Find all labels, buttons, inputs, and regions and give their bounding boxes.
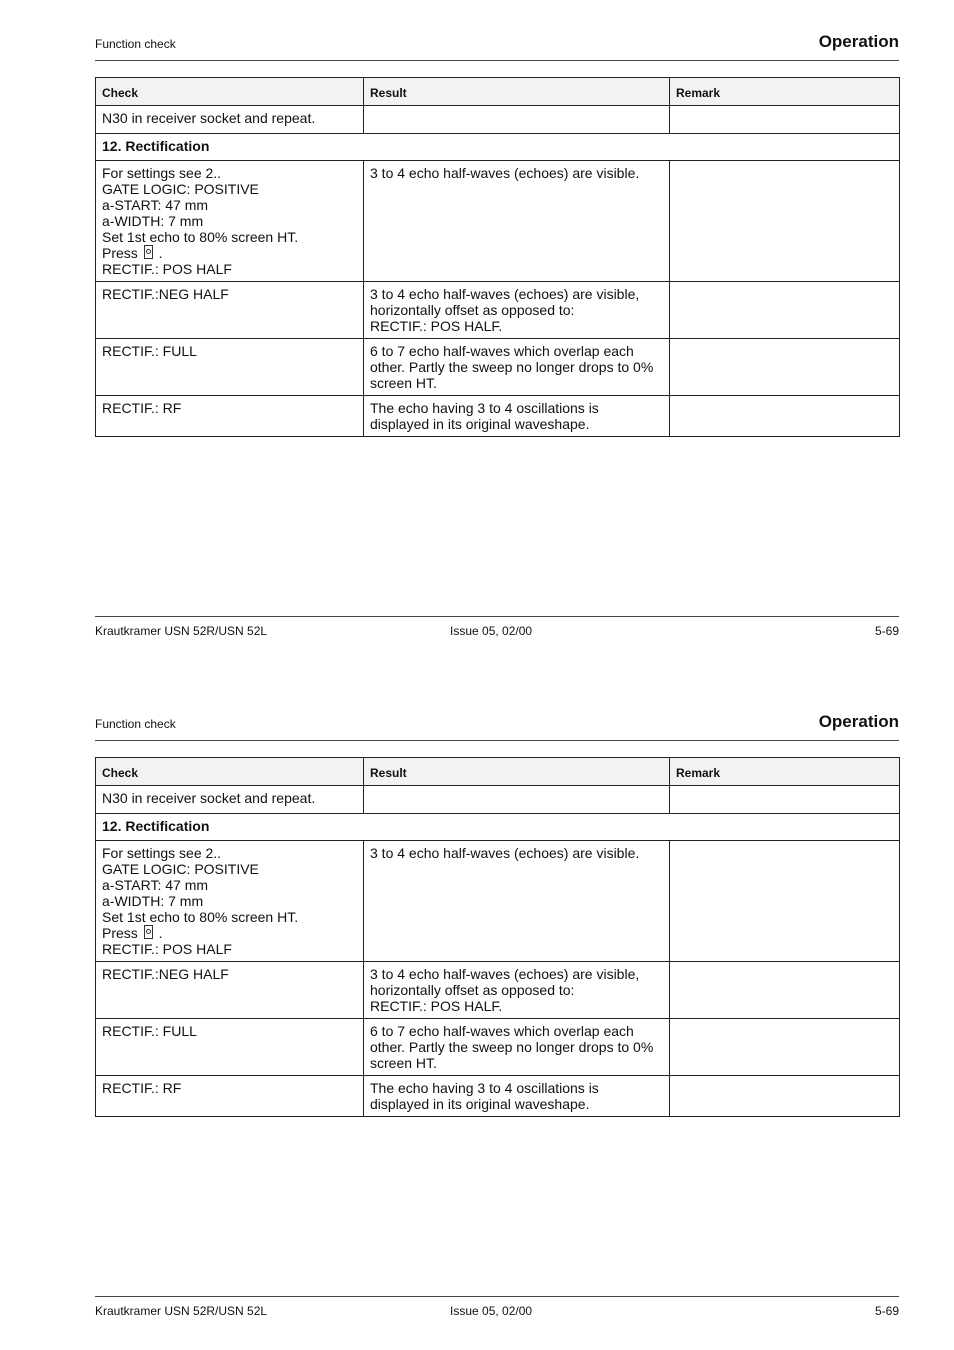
check-cell: N30 in receiver socket and repeat. — [96, 786, 364, 814]
press-suffix: . — [158, 925, 163, 941]
column-header-remark: Remark — [670, 78, 900, 106]
check-cell: N30 in receiver socket and repeat. — [96, 106, 364, 134]
table-row — [96, 339, 900, 396]
column-header-result: Result — [364, 78, 670, 106]
result-line: 6 to 7 echo half-waves which overlap each — [370, 343, 634, 359]
check-line: GATE LOGIC: POSITIVE — [102, 181, 259, 197]
result-line: 3 to 4 echo half-waves (echoes) are visible. — [370, 845, 640, 861]
check-cell — [96, 161, 364, 282]
result-line: other. Partly the sweep no longer drops to 0% — [370, 1039, 654, 1055]
remark-cell — [670, 396, 900, 437]
press-label: Press — [102, 925, 138, 941]
result-line: 3 to 4 echo half-waves (echoes) are visible, — [370, 286, 640, 302]
page-footer — [95, 1296, 899, 1327]
check-line: a-START: 47 mm — [102, 197, 209, 213]
result-cell — [364, 396, 670, 437]
table-row — [96, 161, 900, 282]
section-row — [96, 814, 900, 841]
footer-product: Krautkramer USN 52R/USN 52L — [95, 624, 268, 638]
result-cell — [364, 106, 670, 134]
check-line: For settings see 2.. — [102, 165, 222, 181]
check-line: RECTIF.: POS HALF — [102, 941, 232, 957]
document-page-2 — [95, 680, 899, 1318]
page-header — [95, 680, 899, 741]
press-line — [102, 925, 357, 941]
result-line: screen HT. — [370, 1055, 437, 1071]
result-line: displayed in its original waveshape. — [370, 1096, 590, 1112]
remark-cell — [670, 161, 900, 282]
table-header-row — [96, 78, 900, 106]
result-cell — [364, 282, 670, 339]
check-line: For settings see 2.. — [102, 845, 222, 861]
function-check-table — [95, 77, 900, 437]
remark-cell — [670, 339, 900, 396]
result-line: 3 to 4 echo half-waves (echoes) are visible, — [370, 966, 640, 982]
result-line: displayed in its original waveshape. — [370, 416, 590, 432]
check-cell: RECTIF.: RF — [96, 396, 364, 437]
result-cell — [364, 841, 670, 962]
result-cell — [364, 786, 670, 814]
result-line: horizontally offset as opposed to: — [370, 302, 575, 318]
result-line: RECTIF.: POS HALF. — [370, 318, 503, 334]
result-cell — [364, 339, 670, 396]
table-row — [96, 106, 900, 134]
press-label: Press — [102, 245, 138, 261]
header-section-title: Function check — [95, 717, 176, 731]
header-section-title: Function check — [95, 37, 176, 51]
column-header-check: Check — [96, 758, 364, 786]
remark-cell — [670, 282, 900, 339]
result-line: The echo having 3 to 4 oscillations is — [370, 1080, 599, 1096]
result-cell — [364, 962, 670, 1019]
remark-cell — [670, 1076, 900, 1117]
check-line: a-START: 47 mm — [102, 877, 209, 893]
remark-cell — [670, 786, 900, 814]
check-cell: RECTIF.:NEG HALF — [96, 962, 364, 1019]
page-footer — [95, 616, 899, 647]
column-header-check: Check — [96, 78, 364, 106]
check-line: a-WIDTH: 7 mm — [102, 893, 204, 909]
check-cell — [96, 841, 364, 962]
press-line — [102, 245, 357, 261]
result-line: horizontally offset as opposed to: — [370, 982, 575, 998]
result-line: screen HT. — [370, 375, 437, 391]
result-cell — [364, 1019, 670, 1076]
column-header-result: Result — [364, 758, 670, 786]
page-header — [95, 0, 899, 61]
remark-cell — [670, 106, 900, 134]
check-line: Set 1st echo to 80% screen HT. — [102, 229, 299, 245]
footer-page-number: 5-69 — [874, 1304, 899, 1318]
result-line: 6 to 7 echo half-waves which overlap each — [370, 1023, 634, 1039]
check-cell: RECTIF.: FULL — [96, 1019, 364, 1076]
result-line: The echo having 3 to 4 oscillations is — [370, 400, 599, 416]
section-row — [96, 134, 900, 161]
check-line: Set 1st echo to 80% screen HT. — [102, 909, 299, 925]
check-cell: RECTIF.:NEG HALF — [96, 282, 364, 339]
footer-issue: Issue 05, 02/00 — [450, 624, 533, 638]
check-line: RECTIF.: POS HALF — [102, 261, 232, 277]
header-chapter-title: Operation — [818, 712, 899, 731]
footer-issue: Issue 05, 02/00 — [450, 1304, 533, 1318]
table-header-row — [96, 758, 900, 786]
header-chapter-title: Operation — [818, 32, 899, 51]
document-page-1 — [95, 0, 899, 638]
check-line: a-WIDTH: 7 mm — [102, 213, 204, 229]
footer-product: Krautkramer USN 52R/USN 52L — [95, 1304, 268, 1318]
key-icon — [144, 925, 153, 939]
press-suffix: . — [158, 245, 163, 261]
key-icon — [144, 245, 153, 259]
section-title: 12. Rectification — [96, 134, 900, 161]
result-cell — [364, 1076, 670, 1117]
table-row — [96, 1076, 900, 1117]
result-cell — [364, 161, 670, 282]
section-title: 12. Rectification — [96, 814, 900, 841]
table-row — [96, 1019, 900, 1076]
table-row — [96, 282, 900, 339]
function-check-table — [95, 757, 900, 1117]
column-header-remark: Remark — [670, 758, 900, 786]
table-row — [96, 962, 900, 1019]
table-row — [96, 396, 900, 437]
result-line: 3 to 4 echo half-waves (echoes) are visible. — [370, 165, 640, 181]
result-line: RECTIF.: POS HALF. — [370, 998, 503, 1014]
result-line: other. Partly the sweep no longer drops to 0% — [370, 359, 654, 375]
table-row — [96, 841, 900, 962]
check-cell: RECTIF.: RF — [96, 1076, 364, 1117]
footer-page-number: 5-69 — [874, 624, 899, 638]
remark-cell — [670, 841, 900, 962]
remark-cell — [670, 962, 900, 1019]
remark-cell — [670, 1019, 900, 1076]
check-line: GATE LOGIC: POSITIVE — [102, 861, 259, 877]
check-cell: RECTIF.: FULL — [96, 339, 364, 396]
table-row — [96, 786, 900, 814]
